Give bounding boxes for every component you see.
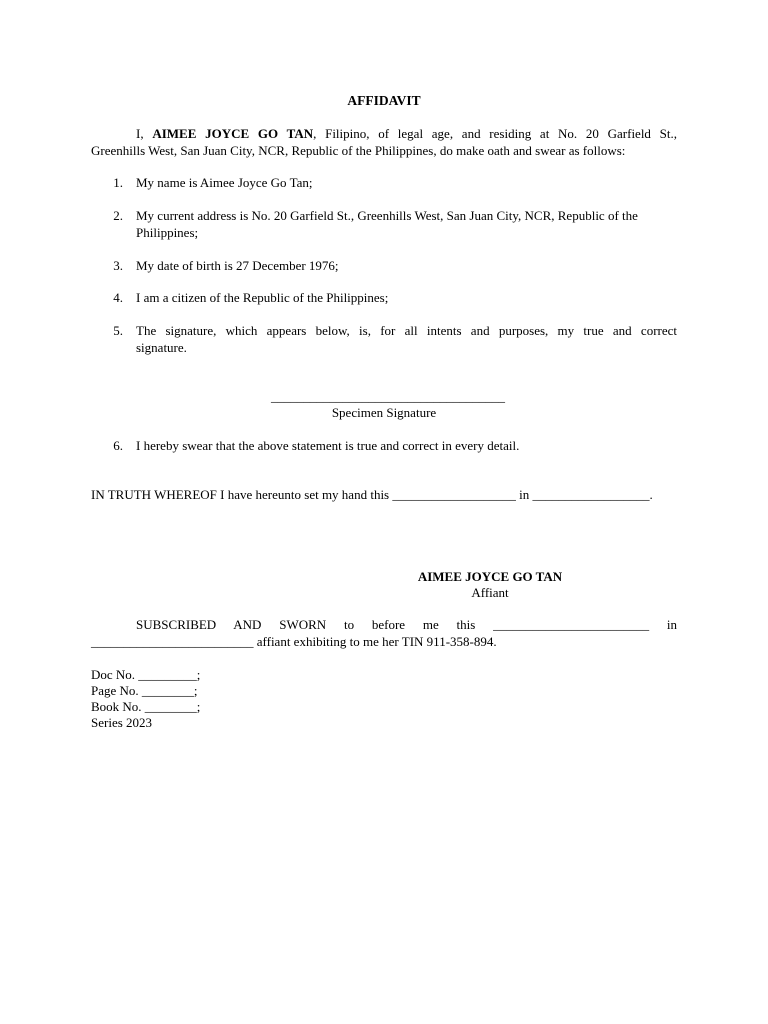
list-item-text: My current address is No. 20 Garfield St., Greenhills West, San Juan City, NCR, Republic of the bbox=[136, 208, 638, 223]
list-item-number: 6. bbox=[113, 438, 123, 453]
affiant-name: AIMEE JOYCE GO TAN bbox=[417, 569, 563, 584]
list-item-number: 4. bbox=[113, 290, 123, 305]
list-item-text: My date of birth is 27 December 1976; bbox=[136, 258, 339, 273]
affiant-name-inline: AIMEE JOYCE GO TAN bbox=[152, 126, 314, 141]
jurat-line-1: SUBSCRIBED AND SWORN to before me this ________________________ in bbox=[136, 617, 677, 632]
jurat-line-2: _________________________ affiant exhibiting to me her TIN 911-358-894. bbox=[91, 634, 497, 649]
specimen-signature-line: ____________________________________ bbox=[271, 389, 505, 404]
page-number: Page No. ________; bbox=[91, 683, 198, 698]
intro-line-1 bbox=[136, 126, 677, 142]
document-title: AFFIDAVIT bbox=[347, 93, 421, 108]
list-item-text-continued: Philippines; bbox=[136, 225, 199, 240]
doc-number: Doc No. _________; bbox=[91, 667, 201, 682]
intro-prefix: I, bbox=[136, 126, 144, 141]
truth-whereof-clause: IN TRUTH WHEREOF I have hereunto set my hand this ___________________ in __________________. bbox=[91, 487, 653, 502]
intro-line-1-rest: , Filipino, of legal age, and residing at No. 20 Garfield St., bbox=[313, 126, 678, 141]
series-year: Series 2023 bbox=[91, 715, 153, 730]
list-item-text: My name is Aimee Joyce Go Tan; bbox=[136, 175, 313, 190]
book-number: Book No. ________; bbox=[91, 699, 201, 714]
list-item-number: 2. bbox=[113, 208, 123, 223]
list-item-text: I hereby swear that the above statement is true and correct in every detail. bbox=[136, 438, 520, 453]
affiant-label: Affiant bbox=[471, 585, 509, 600]
list-item-number: 1. bbox=[113, 175, 123, 190]
list-item-text: The signature, which appears below, is, for all intents and purposes, my true and correct bbox=[136, 323, 677, 338]
specimen-signature-label: Specimen Signature bbox=[331, 405, 437, 420]
list-item-text: I am a citizen of the Republic of the Philippines; bbox=[136, 290, 389, 305]
list-item-number: 5. bbox=[113, 323, 123, 338]
list-item-text-continued: signature. bbox=[136, 340, 187, 355]
intro-line-2: Greenhills West, San Juan City, NCR, Republic of the Philippines, do make oath and swear as follows: bbox=[91, 143, 626, 158]
list-item-number: 3. bbox=[113, 258, 123, 273]
